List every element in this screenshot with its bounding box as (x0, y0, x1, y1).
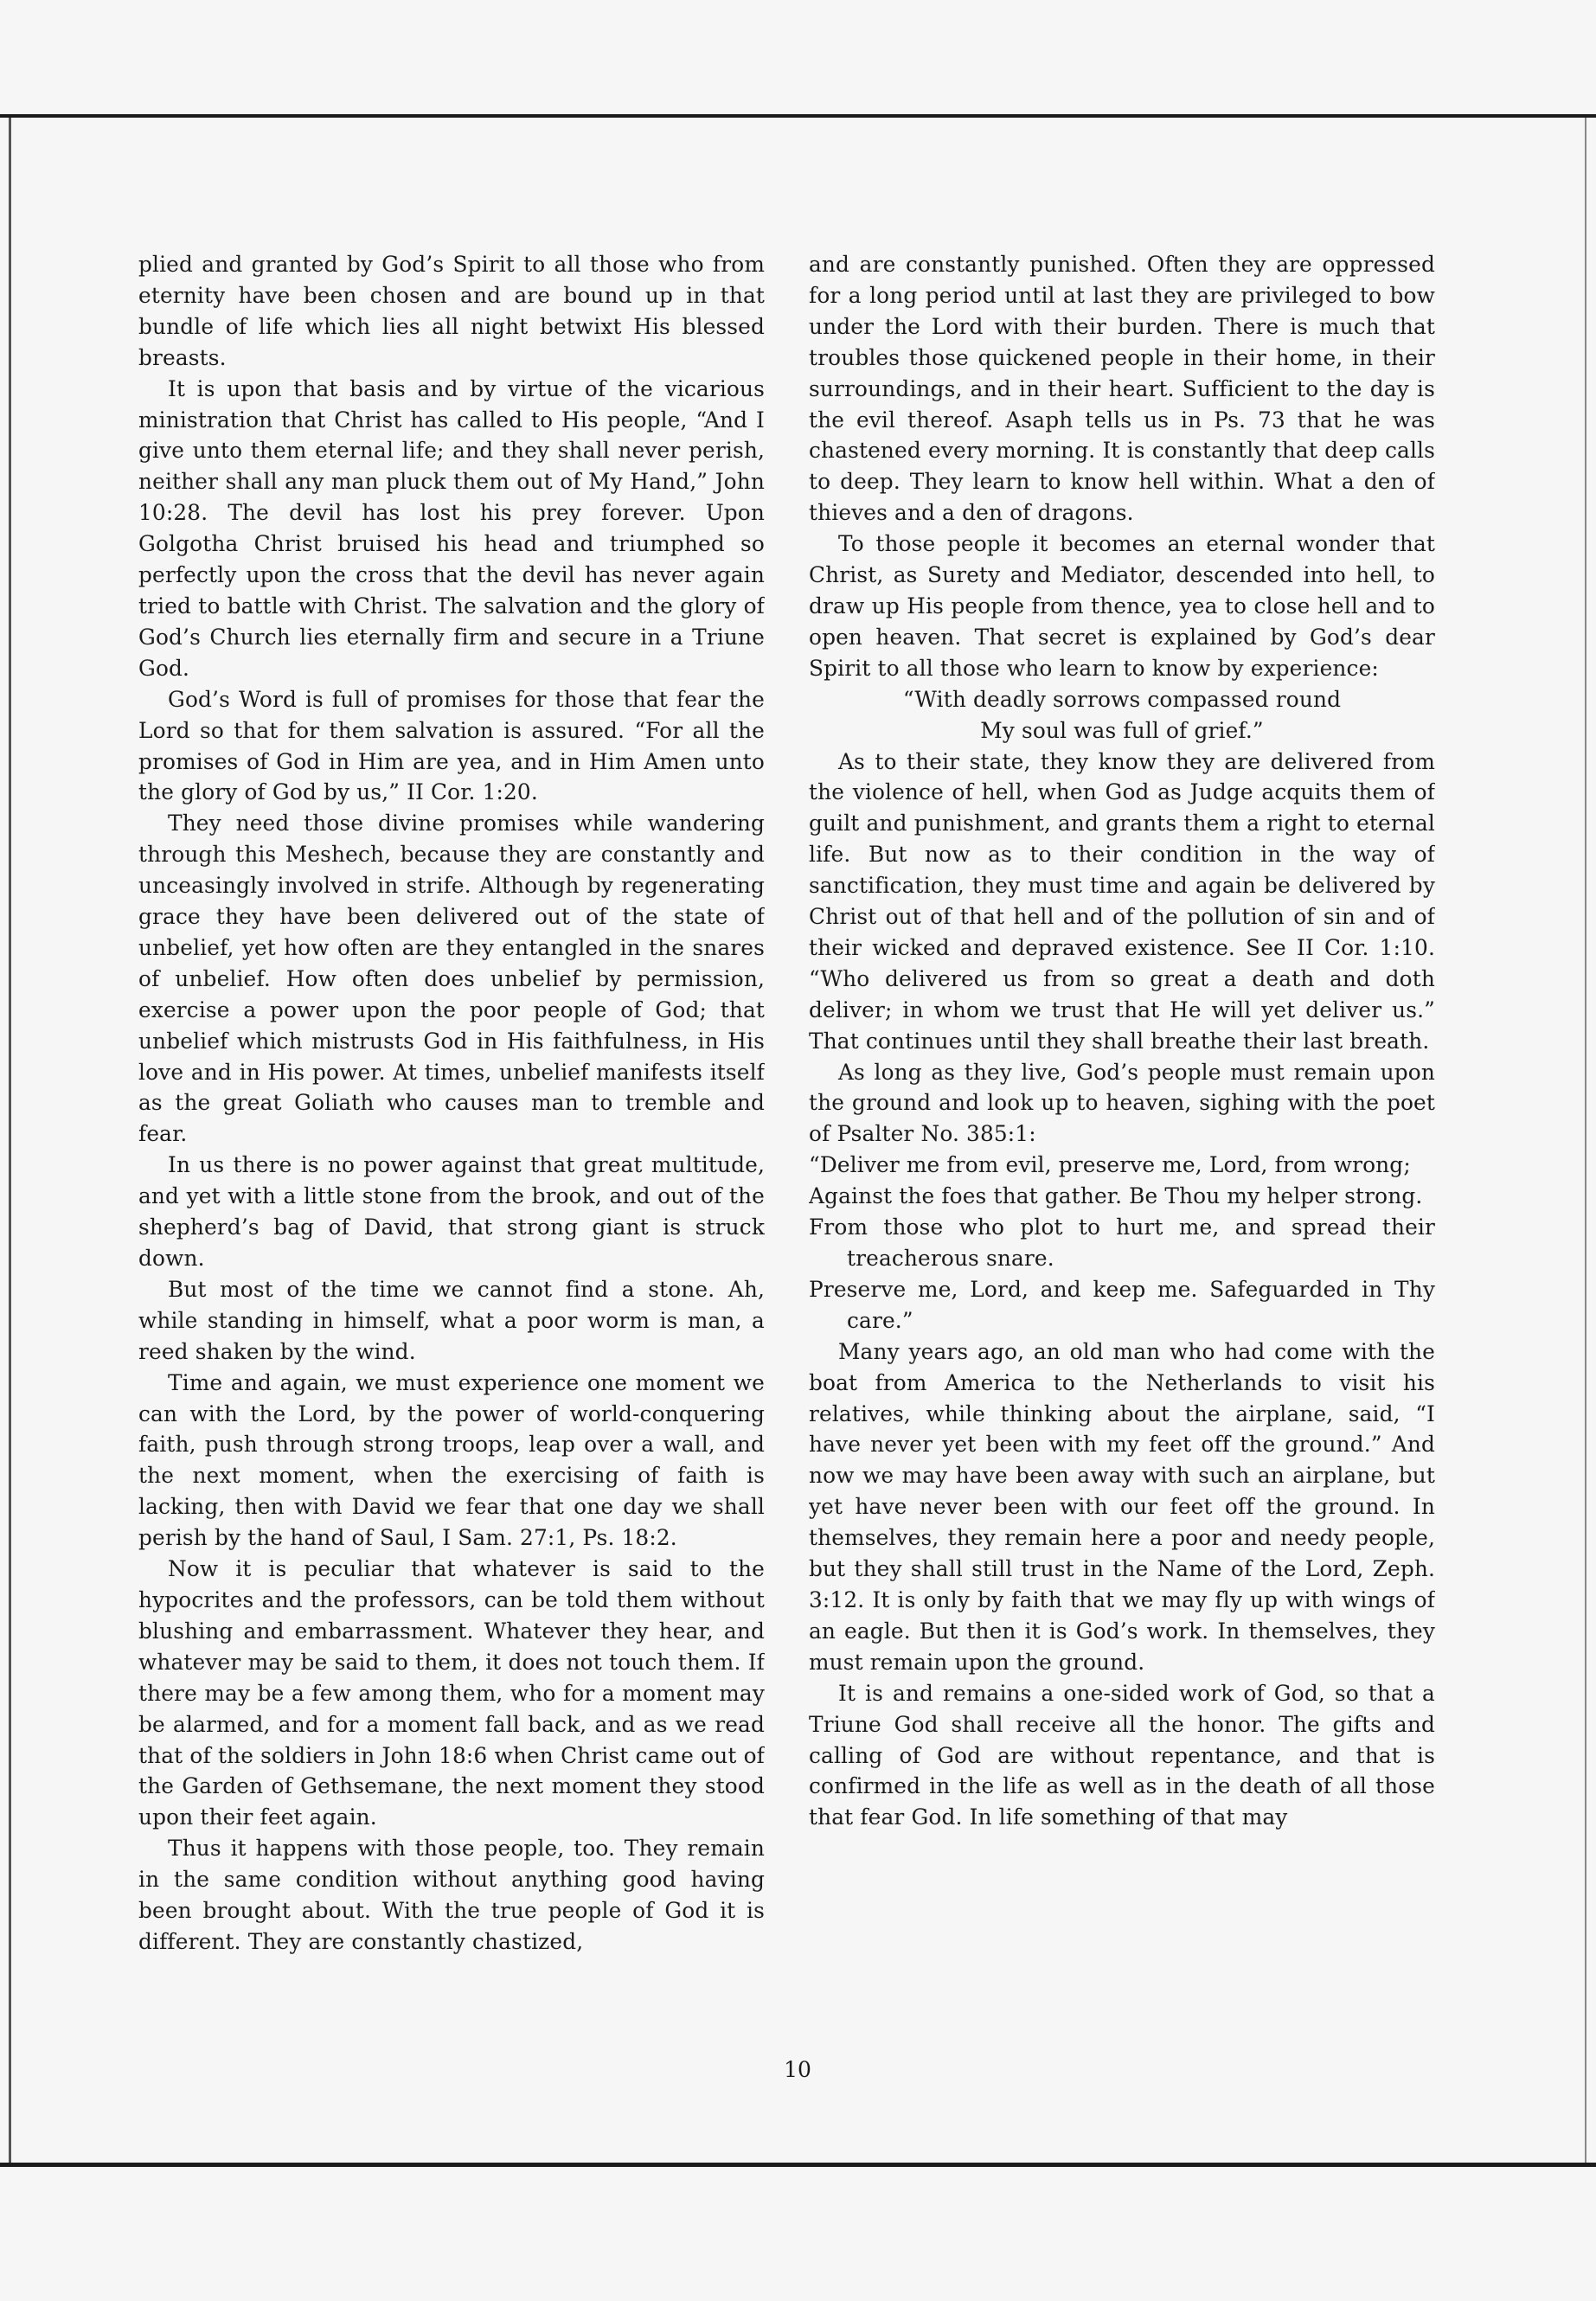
paragraph: As long as they live, God’s people must remain upon the ground and look up to heaven, sighing with the poet of Psalter No. 385:1: (809, 1059, 1435, 1147)
paragraph: To those people it becomes an eternal wonder that Christ, as Surety and Mediator, descended into hell, to draw up His people from thence, yea to close hell and to open heaven. That secret is explained by God’s dear Spirit to all those who learn to know by experience: (809, 531, 1435, 681)
psalter-verse-line: “Deliver me from evil, preserve me, Lord, from wrong; (809, 1152, 1411, 1178)
hymn-quote-line: My soul was full of grief.” (980, 717, 1264, 743)
psalter-verse-line: Preserve me, Lord, and keep me. Safeguarded in Thy care.” (809, 1276, 1435, 1333)
paragraph: But most of the time we cannot find a stone. Ah, while standing in himself, what a poor worm is man, a reed shaken by the wind. (138, 1276, 765, 1364)
paragraph: Thus it happens with those people, too. They remain in the same condition without anything good having been brought about. With the true people of God it is different. They are constantly chastized, (138, 1836, 765, 1954)
scan-border-top (0, 114, 1596, 118)
left-column (138, 249, 765, 2048)
scan-border-right (1585, 118, 1586, 2163)
paragraph: plied and granted by God’s Spirit to all those who from eternity have been chosen and are bound up in that bundle of life which lies all night betwixt His blessed breasts. (138, 252, 765, 370)
paragraph: God’s Word is full of promises for those that fear the Lord so that for them salvation is assured. “For all the promises of God in Him are yea, and in Him Amen unto the glory of God by us,” II Cor. 1:20. (138, 686, 765, 805)
paragraph: It is and remains a one-sided work of God, so that a Triune God shall receive all the honor. The gifts and calling of God are without repentance, and that is confirmed in the life as well as in the death of all those that fear God. In life something of that may (809, 1680, 1435, 1830)
paragraph: It is upon that basis and by virtue of the vicarious ministration that Christ has called to His people, “And I give unto them eternal life; and they shall never perish, neither shall any man pluck them out of My Hand,” John 10:28. The devil has lost his prey forever. Upon Golgotha Christ bruised his head and triumphed so perfectly upon the cross that the devil has never again tried to battle with Christ. The salvation and the glory of God’s Church lies eternally firm and secure in a Triune God. (138, 375, 765, 681)
psalter-verse-line: Against the foes that gather. Be Thou my helper strong. (809, 1183, 1423, 1209)
scan-border-bottom (0, 2163, 1596, 2167)
paragraph: and are constantly punished. Often they are oppressed for a long period until at last they are privileged to bow under the Lord with their burden. There is much that troubles those quickened people in their home, in their surroundings, and in their heart. Sufficient to the day is the evil thereof. Asaph tells us in Ps. 73 that he was chastened every morning. It is constantly that deep calls to deep. They learn to know hell within. What a den of thieves and a den of dragons. (809, 252, 1435, 526)
paragraph: They need those divine promises while wandering through this Meshech, because they are constantly and unceasingly involved in strife. Although by regenerating grace they have been delivered out of the state of unbelief, yet how often are they entangled in the snares of unbelief. How often does unbelief by permission, exercise a power upon the poor people of God; that unbelief which mistrusts God in His faithfulness, in His love and in His power. At times, unbelief manifests itself as the great Goliath who causes man to tremble and fear. (138, 811, 765, 1147)
psalter-verse-line: From those who plot to hurt me, and spread their treacherous snare. (809, 1215, 1435, 1271)
right-column (809, 249, 1435, 2048)
scan-border-left (9, 118, 11, 2163)
paragraph: Now it is peculiar that whatever is said to the hypocrites and the professors, can be told them without blushing and embarrassment. Whatever they hear, and whatever may be said to them, it does not touch them. If there may be a few among them, who for a moment may be alarmed, and for a moment fall back, and as we read that of the soldiers in John 18:6 when Christ came out of the Garden of Gethsemane, the next moment they stood upon their feet again. (138, 1556, 765, 1830)
paragraph: Time and again, we must experience one moment we can with the Lord, by the power of world-conquering faith, push through strong troops, leap over a wall, and the next moment, when the exercising of faith is lacking, then with David we fear that one day we shall perish by the hand of Saul, I Sam. 27:1, Ps. 18:2. (138, 1369, 765, 1551)
paragraph: In us there is no power against that great multitude, and yet with a little stone from the brook, and out of the shepherd’s bag of David, that strong giant is struck down. (138, 1152, 765, 1271)
hymn-quote-line: “With deadly sorrows compassed round (902, 686, 1342, 712)
paragraph: Many years ago, an old man who had come with the boat from America to the Netherlands to visit his relatives, while thinking about the airplane, said, “I have never yet been with my feet off the ground.” And now we may have been away with such an airplane, but yet have never been with our feet off the ground. In themselves, they remain here a poor and needy people, but they shall still trust in the Name of the Lord, Zeph. 3:12. It is only by faith that we may fly up with wings of an eagle. But then it is God’s work. In themselves, they must remain upon the ground. (809, 1338, 1435, 1675)
paragraph: As to their state, they know they are delivered from the violence of hell, when God as Judge acquits them of guilt and punishment, and grants them a right to eternal life. But now as to their condition in the way of sanctification, they must time and again be delivered by Christ out of that hell and of the pollution of sin and of their wicked and depraved existence. See II Cor. 1:10. “Who delivered us from so great a death and doth deliver; in whom we trust that He will yet deliver us.” That continues until they shall breathe their last breath. (809, 748, 1435, 1054)
page-number: 10 (784, 2057, 811, 2082)
